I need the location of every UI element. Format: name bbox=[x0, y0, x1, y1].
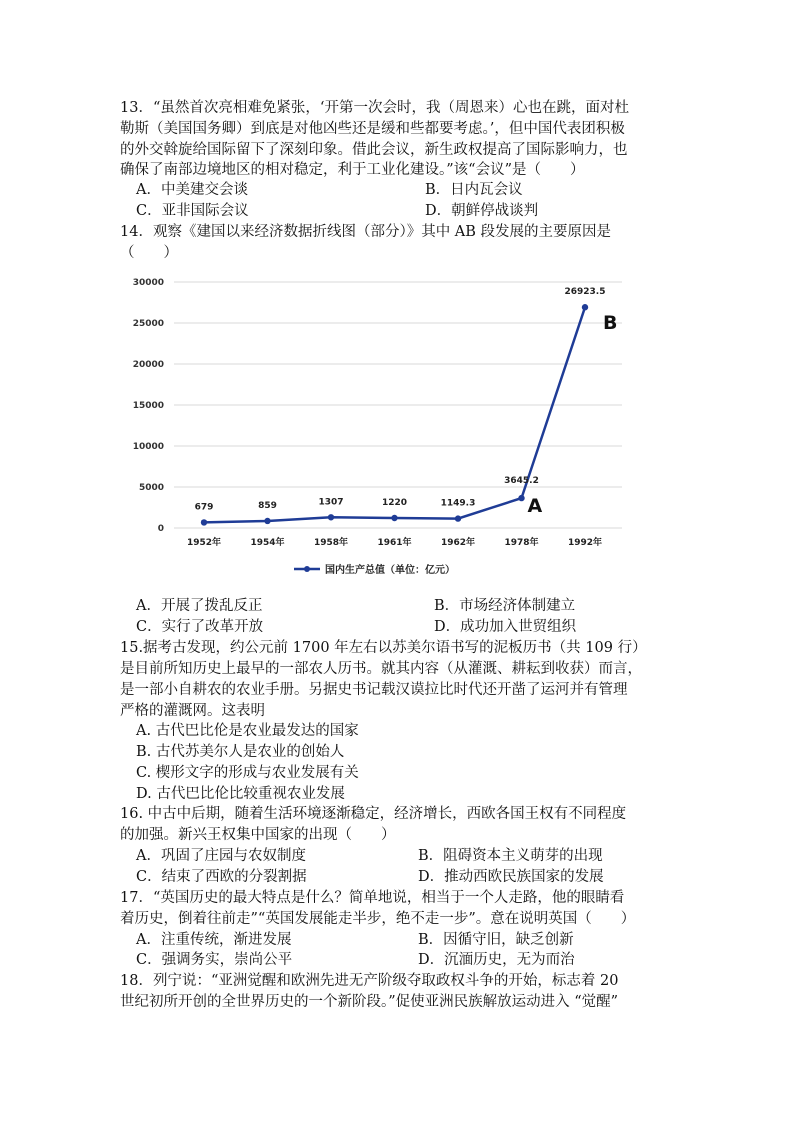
gdp-data-point bbox=[201, 519, 207, 525]
q15-option-c: C. 楔形文字的形成与农业发展有关 bbox=[136, 765, 359, 781]
gdp-data-label: 679 bbox=[194, 502, 214, 513]
y-tick-label: 0 bbox=[157, 524, 164, 534]
gdp-data-point bbox=[518, 495, 524, 501]
q13-option-d: D．朝鲜停战谈判 bbox=[425, 203, 539, 219]
q14-stem-line-1: 14．观察《建国以来经济数据折线图（部分）》其中 AB 段发展的主要原因是 bbox=[120, 224, 612, 240]
q13-option-c: C．亚非国际会议 bbox=[136, 203, 249, 219]
q15-stem-line-2: 是目前所知历史上最早的一部农人历书。就其内容（从灌溉、耕耘到收获）而言， bbox=[120, 661, 642, 677]
q14-option-c: C．实行了改革开放 bbox=[136, 619, 264, 635]
x-tick-label: 1961年 bbox=[377, 538, 412, 548]
y-tick-label: 5000 bbox=[138, 483, 164, 493]
gdp-data-label: 3645.2 bbox=[504, 476, 539, 487]
q17-option-c: C．强调务实，崇尚公平 bbox=[136, 952, 293, 968]
gdp-data-label: 1220 bbox=[381, 497, 408, 508]
annotation-label-a: A bbox=[527, 495, 543, 518]
q16-option-d: D．推动西欧民族国家的发展 bbox=[418, 869, 604, 885]
q13-option-b: B．日内瓦会议 bbox=[425, 182, 523, 198]
q15-option-d: D. 古代巴比伦比较重视农业发展 bbox=[136, 786, 345, 802]
x-tick-label: 1978年 bbox=[504, 538, 539, 548]
x-tick-label: 1992年 bbox=[567, 538, 603, 548]
q15-option-a: A. 古代巴比伦是农业最发达的国家 bbox=[136, 723, 359, 739]
gdp-line-chart bbox=[122, 268, 640, 586]
gdp-data-point bbox=[264, 518, 270, 524]
q15-stem-line-1: 15.据考古发现，约公元前 1700 年左右以苏美尔语书写的泥板历书（共 109 行） bbox=[120, 640, 647, 656]
q17-stem-line-2: 着历史，倒着往前走”“英国发展能走半步，绝不走一步”。意在说明英国（ ） bbox=[120, 911, 636, 927]
y-tick-label: 10000 bbox=[132, 442, 164, 452]
q13-stem-line-1: 13．“虽然首次亮相难免紧张，‘开第一次会时，我（周恩来）心也在跳，面对杜 bbox=[120, 100, 629, 116]
q14-option-d: D．成功加入世贸组织 bbox=[434, 619, 577, 635]
q16-option-a: A．巩固了庄园与农奴制度 bbox=[136, 848, 306, 864]
x-tick-label: 1962年 bbox=[440, 538, 476, 548]
gdp-data-point bbox=[582, 304, 588, 310]
x-tick-label: 1958年 bbox=[313, 538, 349, 548]
q16-option-c: C．结束了西欧的分裂割据 bbox=[136, 869, 307, 885]
q15-option-b: B. 古代苏美尔人是农业的创始人 bbox=[136, 744, 345, 760]
x-tick-label: 1954年 bbox=[250, 538, 285, 548]
q16-stem-line-2: 的加强。新兴王权集中国家的出现（ ） bbox=[120, 827, 396, 843]
q13-stem-line-2: 勒斯（美国国务卿）到底是对他凶些还是缓和些都要考虑。’，但中国代表团积极 bbox=[120, 121, 625, 137]
q16-stem-line-1: 16. 中古中后期，随着生活环境逐渐稳定，经济增长，西欧各国王权有不同程度 bbox=[120, 806, 627, 822]
y-tick-label: 25000 bbox=[132, 319, 164, 329]
gdp-data-point bbox=[391, 515, 397, 521]
q17-stem-line-1: 17．“英国历史的最大特点是什么？简单地说，相当于一个人走路，他的眼睛看 bbox=[120, 890, 625, 906]
legend-label: 国内生产总值（单位：亿元） bbox=[325, 565, 455, 576]
y-tick-label: 30000 bbox=[132, 278, 164, 288]
q17-option-a: A．注重传统，渐进发展 bbox=[136, 932, 292, 948]
q18-stem-line-1: 18．列宁说：“亚洲觉醒和欧洲先进无产阶级夺取政权斗争的开始，标志着 20 bbox=[120, 973, 619, 989]
gdp-data-label: 1307 bbox=[318, 497, 344, 508]
q15-stem-line-3: 是一部小自耕农的农业手册。另据史书记载汉谟拉比时代还开凿了运河并有管理 bbox=[120, 682, 628, 698]
q13-stem-line-3: 的外交斡旋给国际留下了深刻印象。借此会议，新生政权提高了国际影响力，也 bbox=[120, 142, 628, 158]
q13-stem-line-4: 确保了南部边境地区的相对稳定，利于工业化建设。”该“会议”是（ ） bbox=[120, 162, 585, 178]
x-tick-label: 1952年 bbox=[186, 538, 222, 548]
q16-option-b: B．阻碍资本主义萌芽的出现 bbox=[418, 848, 603, 864]
y-tick-label: 20000 bbox=[132, 360, 164, 370]
q17-option-d: D．沉湎历史，无为而治 bbox=[418, 952, 575, 968]
q14-option-b: B．市场经济体制建立 bbox=[434, 598, 576, 614]
q14-stem-line-2: （ ） bbox=[120, 245, 178, 261]
y-tick-label: 15000 bbox=[132, 401, 164, 411]
gdp-data-point bbox=[455, 515, 461, 521]
q18-stem-line-2: 世纪初所开创的全世界历史的一个新阶段。”促使亚洲民族解放运动进入 “觉醒” bbox=[120, 994, 619, 1010]
gdp-data-label: 1149.3 bbox=[440, 498, 476, 509]
gdp-data-point bbox=[328, 514, 334, 520]
q14-option-a: A．开展了拨乱反正 bbox=[136, 598, 263, 614]
q15-stem-line-4: 严格的灌溉网。这表明 bbox=[120, 703, 265, 719]
q17-option-b: B．因循守旧，缺乏创新 bbox=[418, 932, 574, 948]
gdp-data-label: 859 bbox=[258, 500, 277, 511]
gdp-series-line bbox=[204, 307, 585, 522]
legend-marker bbox=[304, 566, 310, 572]
q13-option-a: A．中美建交会谈 bbox=[136, 182, 248, 198]
gdp-data-label: 26923.5 bbox=[564, 287, 606, 298]
gdp-chart-svg bbox=[122, 268, 640, 586]
annotation-label-b: B bbox=[603, 312, 618, 335]
